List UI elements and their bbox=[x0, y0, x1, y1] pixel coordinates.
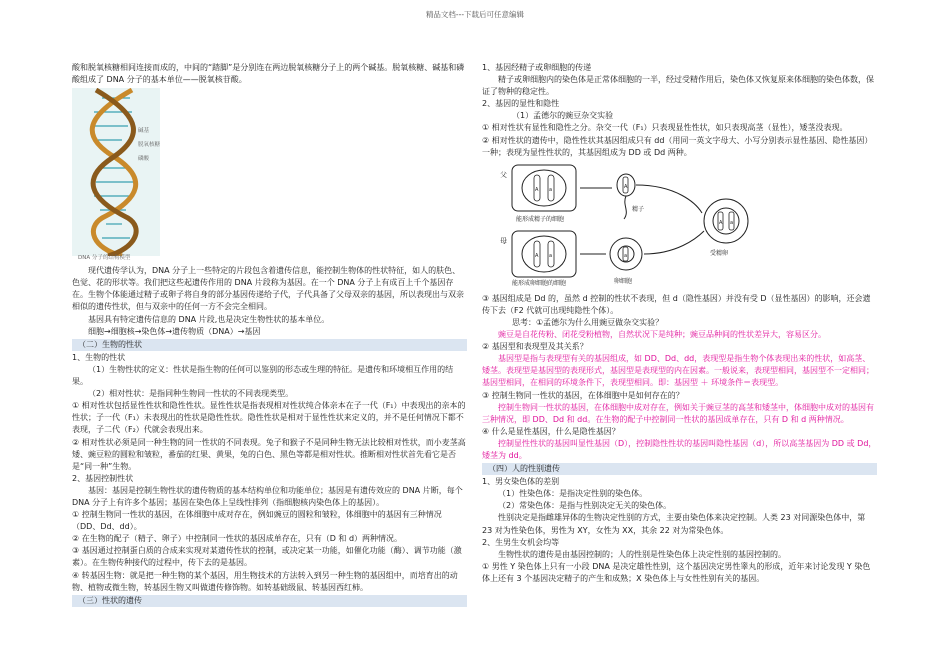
mother-label: 母 bbox=[500, 236, 507, 245]
arrow-egg-zygote bbox=[644, 231, 704, 254]
section-heading-4: （四）人的性别遗传 bbox=[482, 463, 877, 475]
gene-transfer-paragraph: 精子或卵细胞内的染色体是正常体细胞的一半，经过受精作用后，染色体又恢复原来体细胞的染色体数，保证了物种的稳定性。 bbox=[482, 75, 874, 97]
gene-a-m: a bbox=[549, 252, 553, 259]
answer-1: 豌豆是自花传粉、闭花受粉植物，自然状况下是纯种；豌豆品种间的性状差异大，容易区分。 bbox=[498, 330, 826, 340]
left-column bbox=[72, 62, 467, 608]
question-3: ③ 控制生物同一性状的基因，在体细胞中是如何存在的？ bbox=[482, 390, 684, 400]
label-base: 碱基 bbox=[138, 128, 150, 135]
answer-2: 基因型是指与表现型有关的基因组成，如 DD、Dd、dd，表现型是指生物个体表现出来的性状，如高茎、矮茎。表现型是基因型的表现形式，基因型是表现型的内在因素。一般说来，表现型相同，基因型不一定相同；基因型相同，在相同的环境条件下，表现型相同。即：基因型 ＋ 环境条件＝表现型。 bbox=[482, 354, 874, 388]
figure-labels bbox=[128, 118, 208, 178]
relative-traits-point-1: ① 相对性状包括显性性状和隐性性状。显性性状是指表现相对性状纯合体亲本在子一代（F₁）中表现出的亲本的性状；子一代（F₁）未表现出的性状是隐性性状。隐性性状是相对于显性性状来定义的，并不是任何情况下都不表现，子二代（F₂）代就会表现出来。 bbox=[72, 401, 466, 435]
relative-traits-point-2: ② 相对性状必须是同一种生物的同一性状的不同表现。兔子和猴子不是同种生物无法比较相对性状，而小麦茎高矮、豌豆粒的圆粒和皱粒，番茄的红果、黄果，兔的白色、黑色等都是相对性状。推断相对性状首先看它是否是“同一种”生物。 bbox=[72, 437, 466, 471]
question-4: ④ 什么是显性基因，什么是隐性基因？ bbox=[482, 426, 620, 436]
mother-nucleus bbox=[522, 236, 566, 272]
father-label: 父 bbox=[500, 170, 507, 179]
figure-caption: DNA 分子的结构模型 bbox=[78, 255, 131, 262]
right-column bbox=[482, 62, 877, 585]
gene-A-f: A bbox=[535, 186, 539, 193]
gene-point-2: ② 在生物的配子（精子、卵子）中控制同一性状的基因成单存在，只有（D 和 d）两种情况。 bbox=[72, 534, 403, 544]
trait-definition: （1）生物性状的定义：性状是指生物的任何可以鉴别的形态或生理的特征。是遗传和环境相互作用的结果。 bbox=[72, 364, 454, 387]
label-sperm: 精子 bbox=[632, 205, 645, 213]
dna-figure bbox=[72, 88, 467, 264]
heading-sex-chromosomes: 1、男女染色体的差别 bbox=[482, 477, 560, 487]
section-heading-2: （二）生物的性状 bbox=[72, 339, 467, 351]
gene-definition: 基因具有特定遗传信息的 DNA 片段,也是决定生物性状的基本单位。 bbox=[88, 314, 330, 324]
gene-zygote-1: A bbox=[719, 219, 723, 226]
gene-zygote-2: a bbox=[730, 219, 734, 226]
intro-paragraph: 酸和脱氧核糖相间连接而成的，中间的“踏脚”是分别连在两边脱氧核糖分子上的两个碱基。脱氧核糖、碱基和磷酸组成了 DNA 分子的基本单位——脱氧核苷酸。 bbox=[72, 63, 465, 85]
gene-a-f: a bbox=[549, 186, 553, 193]
mendel-experiment-heading: （1）孟德尔的豌豆杂交实验 bbox=[512, 111, 614, 121]
heading-dominant-recessive: 2、基因的显性和隐性 bbox=[482, 99, 560, 109]
gene-A-m: A bbox=[535, 252, 539, 259]
mendel-point-3: ③ 基因组成是 Dd 的，虽然 d 控制的性状不表现，但 d（隐性基因）并没有受 D（显性基因）的影响，还会遗传下去（F2 代就可出现纯隐性个体）。 bbox=[482, 293, 871, 315]
mendel-point-2: ② 相对性状的遗传中，隐性性状其基因组成只有 dd（用同一英文字母大、小写分别表示显性基因、隐性基因）一种；表现为显性性状的，其基因组成为 DD 或 Dd 两种。 bbox=[482, 135, 873, 157]
label-mother-cell: 能形成卵细胞的细胞 bbox=[512, 279, 567, 287]
label-sugar: 脱氧核糖 bbox=[138, 142, 161, 149]
label-egg: 卵细胞 bbox=[614, 277, 633, 285]
label-phosphate: 磷酸 bbox=[138, 156, 150, 163]
heading-gene-transfer: 1、基因经精子或卵细胞的传递 bbox=[482, 63, 592, 72]
modern-genetics-paragraph: 现代遗传学认为，DNA 分子上一些特定的片段包含着遗传信息，能控制生物体的性状特征，如人的肤色、色觉、花的形状等。我们把这些起遗传作用的 DNA 片段称为基因。在一个 DNA 分子上有成百上千个基因存在。生物个体能通过精子或卵子将自身的部分基因传递给子代，子代具备了父母双亲的基因，所以表现出与双亲相似的遗传性状，但与双亲中的任何一方不会完全相同。 bbox=[72, 266, 464, 312]
answer-4: 控制显性性状的基因叫显性基因（D），控制隐性性状的基因叫隐性基因（d），所以高茎基因为 DD 或 Dd，矮茎为 dd。 bbox=[482, 438, 877, 460]
section-heading-3: （三）性状的遗传 bbox=[72, 595, 467, 607]
gene-egg: a bbox=[624, 252, 628, 259]
gene-transfer-diagram bbox=[496, 163, 766, 287]
gene-chain: 细胞→细胞核→染色体→遗传物质（DNA）→基因 bbox=[88, 326, 261, 336]
arrow-sperm-zygote bbox=[636, 185, 702, 213]
heading-equal-chance: 2、生男生女机会均等 bbox=[482, 537, 560, 547]
gene-point-3: ③ 基因通过控制蛋白质的合成来实现对某遗传性状的控制，或决定某一功能，如催化功能（酶）、调节功能（激素）。在生物传种接代的过程中，传下去的是基因。 bbox=[72, 546, 462, 568]
answer-3: 控制生物同一性状的基因，在体细胞中成对存在，例如关于豌豆茎的高茎和矮茎中，体细胞中成对的基因有三种情况，即 DD、Dd 和 dd。在生物的配子中控制同一性状的基因成单存在，只有 D 和 d 两种情况。 bbox=[482, 402, 874, 424]
sperm-tail bbox=[624, 196, 626, 219]
gene-point-4: ④ 转基因生物：就是把一种生物的某个基因，用生物技术的方法转入到另一种生物的基因组中，而培育出的动物、植物或微生物，转基因生物又叫做遗传修饰物。如转基础级鼠、转基因西红柿。 bbox=[72, 570, 458, 592]
gene-paragraph: 基因：基因是控制生物性状的遗传物质的基本结构单位和功能单位；基因是有遗传效应的 DNA 片断，每个 DNA 分子上有许多个基因；基因在染色体上呈线性排列（指细胞核内染色体上的基因）。 bbox=[72, 485, 463, 507]
mendel-point-1: ① 相对性状有显性和隐性之分。杂交一代（F₁）只表现显性性状，如只表现高茎（显性），矮茎没表现。 bbox=[482, 123, 848, 133]
zygote-nucleus bbox=[713, 208, 739, 234]
relative-traits: （2）相对性状：是指同种生物同一性状的不同表现类型。 bbox=[88, 389, 294, 399]
y-chromosome-paragraph: ① 男性 Y 染色体上只有一小段 DNA 是决定雄性性别，这个基因决定男性睾丸的形成，近年来讨论发现 Y 染色体上还有 3 个基因决定精子的产生和成熟；X 染色体上与女性性别有关的基因。 bbox=[482, 561, 871, 583]
heading-traits: 1、生物的性状 bbox=[72, 352, 126, 362]
sex-chromosome-def: （1）性染色体：是指决定性别的染色体。 bbox=[498, 489, 648, 499]
gene-sperm: A bbox=[624, 183, 628, 190]
gene-point-1: ① 控制生物同一性状的基因，在体细胞中成对存在，例如豌豆的圆粒和皱粒，体细胞中的基因有三种情况（DD、Dd、dd）。 bbox=[72, 510, 442, 532]
zygote-cell bbox=[704, 199, 748, 243]
question-2: ② 基因型和表现型及其关系？ bbox=[482, 342, 588, 352]
equal-chance-paragraph: 生物性状的遗传是由基因控制的；人的性别是性染色体上决定性别的基因控制的。 bbox=[498, 549, 786, 559]
label-father-cell: 能形成精子的细胞 bbox=[516, 215, 565, 223]
autosome-def: （2）常染色体：是指与性别决定无关的染色体。 bbox=[498, 501, 672, 511]
father-nucleus bbox=[522, 170, 566, 206]
sex-determination: 性别决定是指雌雄异体的生物决定性别的方式，主要由染色体来决定控制。人类 23 对同源染色体中，第 23 对为性染色体，男性为 XY，女性为 XX，其余 22 对为常染色体。 bbox=[482, 513, 866, 535]
label-zygote: 受精卵 bbox=[710, 249, 729, 257]
question-1: 思考：①孟德尔为什么用豌豆做杂交实验？ bbox=[512, 317, 664, 327]
page-header: 精品文档---下载后可任意编辑 bbox=[425, 10, 525, 19]
heading-gene-control: 2、基因控制性状 bbox=[72, 473, 134, 483]
